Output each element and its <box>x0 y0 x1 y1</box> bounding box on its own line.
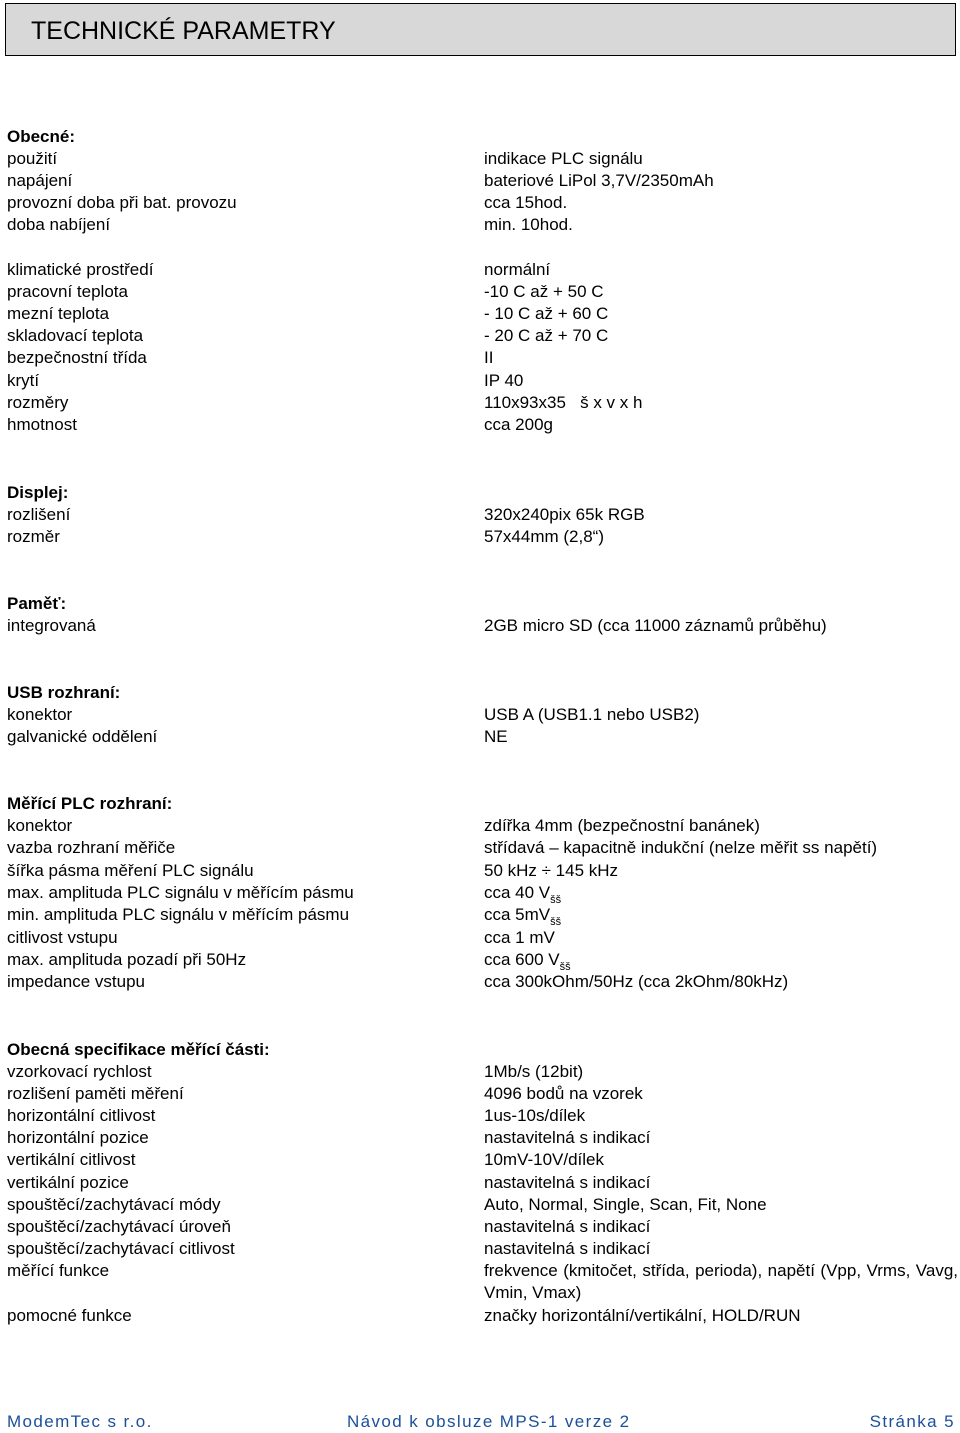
param-value: frekvence (kmitočet, střída, perioda), napětí (Vpp, Vrms, Vavg, Vmin, Vmax) <box>484 1261 958 1302</box>
footer-company: ModemTec s r.o. <box>7 1412 153 1431</box>
param-value: indikace PLC signálu <box>484 149 643 168</box>
section-pamet <box>0 593 960 615</box>
footer-document-title: Návod k obsluze MPS-1 verze 2 <box>347 1412 631 1431</box>
param-row <box>0 904 960 926</box>
param-row <box>0 1216 960 1238</box>
param-value: 57x44mm (2,8“) <box>484 527 604 546</box>
param-value: min. 10hod. <box>484 215 573 234</box>
param-label: mezní teplota <box>7 304 110 323</box>
param-label: citlivost vstupu <box>7 928 118 947</box>
param-label: provozní doba při bat. provozu <box>7 193 237 212</box>
param-label: rozlišení paměti měření <box>7 1084 184 1103</box>
param-value: 1us-10s/dílek <box>484 1106 586 1125</box>
param-row <box>0 1238 960 1260</box>
param-label: vertikální citlivost <box>7 1150 136 1169</box>
param-row <box>0 1149 960 1171</box>
param-row <box>0 148 960 170</box>
param-value <box>484 882 561 906</box>
param-value: normální <box>484 260 551 279</box>
section-obecne <box>0 126 960 148</box>
param-label: napájení <box>7 171 73 190</box>
param-value: - 20 C až + 70 C <box>484 326 609 345</box>
param-label: galvanické oddělení <box>7 727 158 746</box>
param-row <box>0 1061 960 1083</box>
param-label: krytí <box>7 371 40 390</box>
param-row <box>0 1305 960 1327</box>
param-value-main: cca 600 V <box>484 950 560 969</box>
param-value: cca 200g <box>484 415 553 434</box>
param-value: cca 300kOhm/50Hz (cca 2kOhm/80kHz) <box>484 972 789 991</box>
param-value: II <box>484 348 494 367</box>
param-row <box>0 303 960 325</box>
param-row <box>0 214 960 236</box>
param-row <box>0 1105 960 1127</box>
param-row <box>0 1083 960 1105</box>
param-label: bezpečnostní třída <box>7 348 147 367</box>
param-label: použití <box>7 149 58 168</box>
param-row <box>0 615 960 637</box>
section-heading: Paměť: <box>7 594 67 613</box>
section-plc <box>0 793 960 815</box>
param-label: spouštěcí/zachytávací módy <box>7 1195 221 1214</box>
param-label: konektor <box>7 705 73 724</box>
param-row <box>0 370 960 392</box>
param-value: NE <box>484 727 508 746</box>
param-row <box>0 1127 960 1149</box>
param-label: horizontální pozice <box>7 1128 149 1147</box>
param-value: IP 40 <box>484 371 524 390</box>
param-row <box>0 392 960 414</box>
param-row <box>0 259 960 281</box>
param-row <box>0 347 960 369</box>
section-spec <box>0 1039 960 1061</box>
section-heading: USB rozhraní: <box>7 683 121 702</box>
param-value: zdířka 4mm (bezpečnostní banánek) <box>484 816 760 835</box>
param-value: 10mV-10V/dílek <box>484 1150 605 1169</box>
param-value-main: cca 40 V <box>484 883 551 902</box>
param-value <box>484 949 571 973</box>
param-row <box>0 325 960 347</box>
param-row <box>0 504 960 526</box>
param-row <box>0 726 960 748</box>
param-label: vertikální pozice <box>7 1173 129 1192</box>
param-row <box>0 526 960 548</box>
page-footer <box>7 1411 955 1433</box>
param-row <box>0 927 960 949</box>
section-usb <box>0 682 960 704</box>
param-value: 110x93x35 š x v x h <box>484 393 643 412</box>
param-row <box>0 815 960 837</box>
param-label: hmotnost <box>7 415 77 434</box>
param-value: nastavitelná s indikací <box>484 1128 651 1147</box>
param-value: 320x240pix 65k RGB <box>484 505 645 524</box>
param-row <box>0 860 960 882</box>
param-value-subscript: šš <box>550 916 562 928</box>
param-value: střídavá – kapacitně indukční (nelze měřit ss napětí) <box>484 838 878 857</box>
param-value: USB A (USB1.1 nebo USB2) <box>484 705 700 724</box>
param-value: - 10 C až + 60 C <box>484 304 609 323</box>
param-value: nastavitelná s indikací <box>484 1217 651 1236</box>
param-value: 2GB micro SD (cca 11000 záznamů průběhu) <box>484 616 827 635</box>
param-row <box>0 971 960 993</box>
section-heading: Měřící PLC rozhraní: <box>7 794 173 813</box>
param-label: rozměr <box>7 527 60 546</box>
param-label: min. amplituda PLC signálu v měřícím pásmu <box>7 905 350 924</box>
param-label: rozlišení <box>7 505 71 524</box>
param-label: vzorkovací rychlost <box>7 1062 152 1081</box>
page-title-box <box>5 3 956 56</box>
section-heading: Displej: <box>7 483 69 502</box>
param-row <box>0 837 960 859</box>
param-label: šířka pásma měření PLC signálu <box>7 861 254 880</box>
param-value: bateriové LiPol 3,7V/2350mAh <box>484 171 714 190</box>
param-label: max. amplituda pozadí při 50Hz <box>7 950 247 969</box>
section-displej <box>0 482 960 504</box>
section-heading: Obecná specifikace měřící části: <box>7 1040 270 1059</box>
param-value: Auto, Normal, Single, Scan, Fit, None <box>484 1195 767 1214</box>
param-value: cca 1 mV <box>484 928 555 947</box>
param-row <box>0 1172 960 1194</box>
param-row <box>0 882 960 904</box>
param-value: 4096 bodů na vzorek <box>484 1084 643 1103</box>
param-value: 50 kHz ÷ 145 kHz <box>484 861 619 880</box>
param-label: spouštěcí/zachytávací citlivost <box>7 1239 235 1258</box>
param-label: vazba rozhraní měřiče <box>7 838 176 857</box>
param-label: impedance vstupu <box>7 972 145 991</box>
param-label: klimatické prostředí <box>7 260 154 279</box>
param-label: rozměry <box>7 393 69 412</box>
param-label: spouštěcí/zachytávací úroveň <box>7 1217 231 1236</box>
param-value-main: cca 5mV <box>484 905 551 924</box>
param-label: horizontální citlivost <box>7 1106 156 1125</box>
param-row <box>0 704 960 726</box>
param-value: 1Mb/s (12bit) <box>484 1062 584 1081</box>
param-value-subscript: šš <box>559 961 571 973</box>
param-label: pracovní teplota <box>7 282 128 301</box>
param-row <box>0 192 960 214</box>
page-title: TECHNICKÉ PARAMETRY <box>31 17 336 45</box>
param-value: -10 C až + 50 C <box>484 282 604 301</box>
param-label: doba nabíjení <box>7 215 111 234</box>
param-value: nastavitelná s indikací <box>484 1239 651 1258</box>
param-row <box>0 170 960 192</box>
param-row <box>0 949 960 971</box>
footer-page-number: Stránka 5 <box>869 1412 955 1431</box>
param-value: značky horizontální/vertikální, HOLD/RUN <box>484 1306 801 1325</box>
param-row <box>0 281 960 303</box>
param-label: konektor <box>7 816 73 835</box>
param-label: pomocné funkce <box>7 1306 132 1325</box>
param-row <box>0 1260 960 1304</box>
param-value <box>484 904 561 928</box>
param-row <box>0 1194 960 1216</box>
section-heading: Obecné: <box>7 127 76 146</box>
param-label: max. amplituda PLC signálu v měřícím pásmu <box>7 883 354 902</box>
param-value: nastavitelná s indikací <box>484 1173 651 1192</box>
param-label: měřící funkce <box>7 1261 110 1280</box>
param-label: integrovaná <box>7 616 96 635</box>
param-row <box>0 414 960 436</box>
param-value: cca 15hod. <box>484 193 568 212</box>
param-label: skladovací teplota <box>7 326 144 345</box>
param-value-subscript: šš <box>550 894 562 906</box>
